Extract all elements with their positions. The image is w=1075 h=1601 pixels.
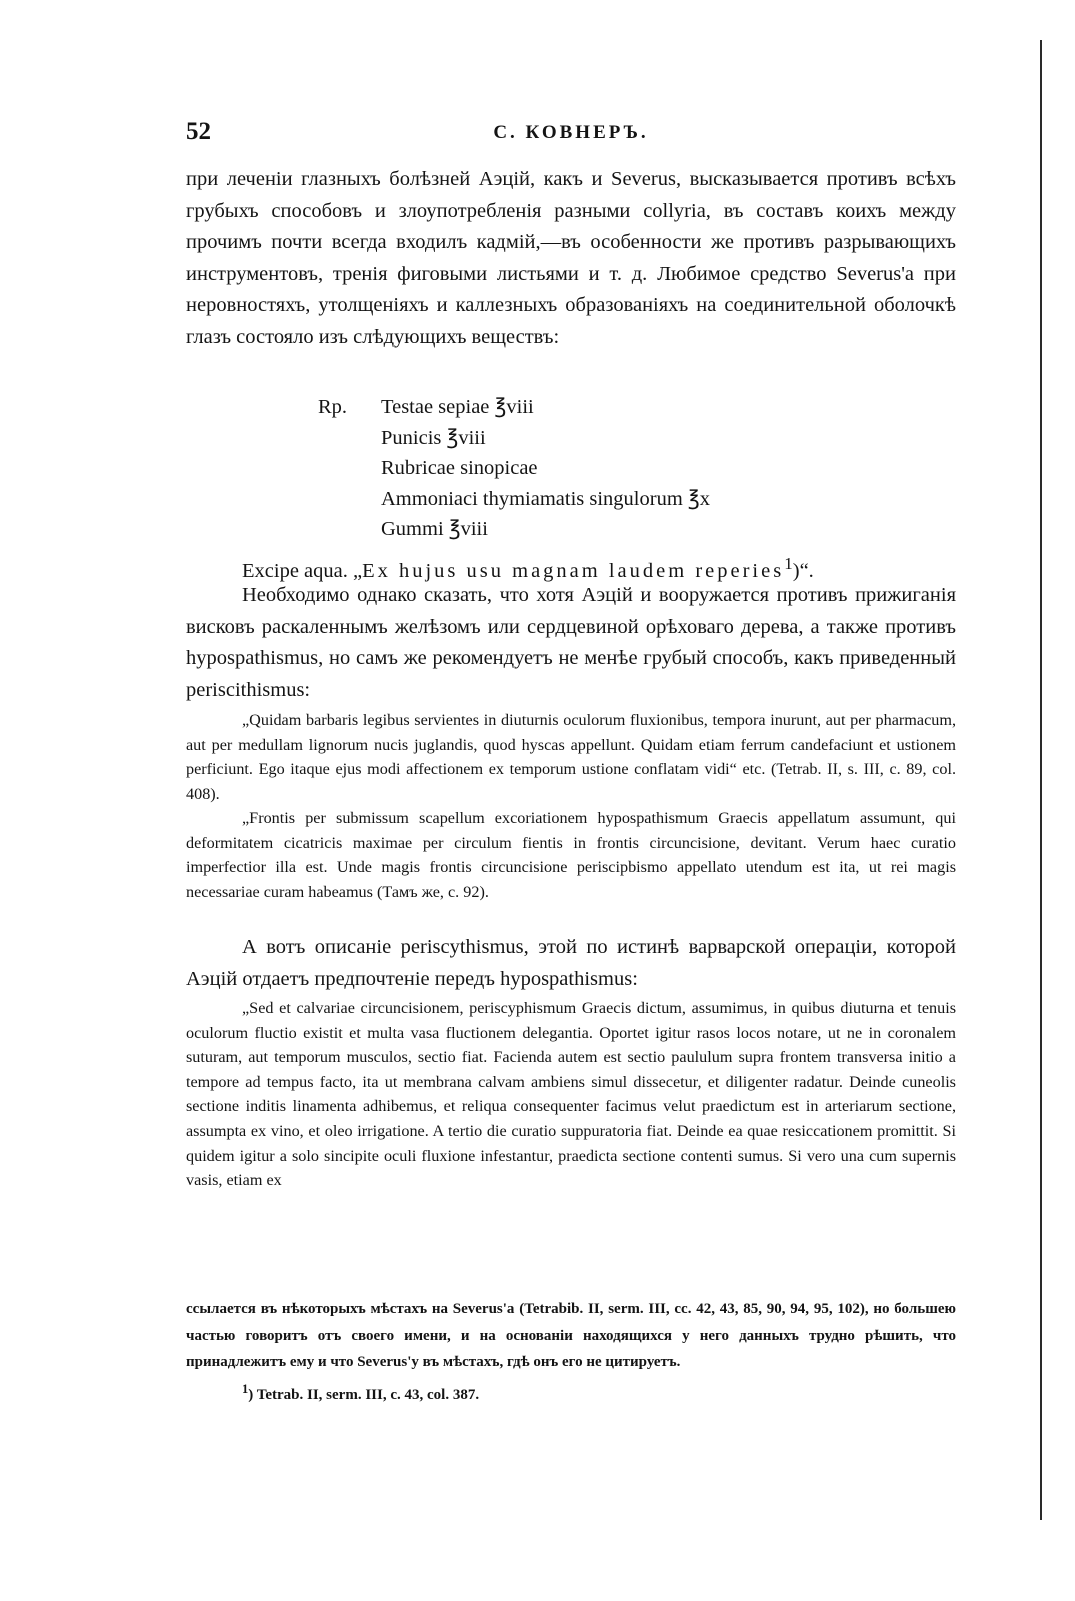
- excipe-spaced-quote: Ex hujus usu magnam laudem reperies: [362, 559, 785, 582]
- paragraph-1-block: [186, 164, 956, 353]
- footnote-ref: 1: [784, 554, 793, 573]
- prescription-line: Testae sepiae ℥viii: [381, 396, 534, 418]
- page-header: [186, 118, 956, 148]
- prescription-line: Gummi ℥viii: [381, 518, 488, 540]
- prescription-line: Ammoniaci thymiamatis singulorum ℥x: [381, 487, 710, 510]
- prescription-label: Rp.: [318, 396, 348, 418]
- prescription-line: Punicis ℥viii: [381, 426, 486, 449]
- paragraph-3: А вотъ описаніе periscythismus, этой по истинѣ варварской операціи, которой Аэцій отдаетъ предпочтеніе передъ hypospathismus:: [186, 936, 956, 990]
- footnotes: [186, 1296, 956, 1408]
- excipe-prefix: Excipe aqua. „: [242, 559, 363, 582]
- excipe-suffix: )“.: [792, 559, 814, 582]
- paragraph-3-block: [186, 932, 956, 995]
- quote-1: „Quidam barbaris legibus servientes in diuturnis oculorum fluxionibus, tempora inurunt, aut per pharmacum, aut per medullam lignorum nucis juglandis, quod hyscas appellunt. Quidam etiam ferrum candefaciunt et ustionem perficiunt. Ego itaque ejus modi affectionem ex temporum ustione conflatam vidi“ etc. (Tetrab. II, s. III, c. 89, col. 408).: [186, 711, 956, 803]
- quote-3: „Sed et calvariae circuncisionem, periscyphismum Graecis dictum, assumimus, in quibus diuturna et tenuis oculorum fluctio existit et multa vasa fluctionem delegantia. Oportet igitur rasos locos notare, ut ne in coronalem suturam, aut temporum musculos, sectio fiat. Facienda autem est sectio paululum supra frontem transversa initio a tempore ad tempus facto, ita ut membrana calvam ambiens simul dissecetur, et diligenter radatur. Deinde cuneolis sectione inditis linamenta adhibemus, et reliqua consequenter facimus velut praedictum est in arteriarum sectione, assumpta ex vino, et oleo irrigatione. A tertio die curatio suppuratoria fiat. Deinde ea quae resiccationem promittit. Si quidem igitur a solo sincipite oculi fluxione infestantur, praedicta sectione contenti sumus. Si vero una cum supernis vasis, etiam ex: [186, 999, 956, 1190]
- quote-3-block: [186, 996, 956, 1193]
- prescription-line: Rubricae sinopicae: [381, 457, 538, 479]
- paragraph-2: Необходимо однако сказать, что хотя Аэцій и вооружается противъ прижиганія висковъ раскаленнымъ желѣзомъ или сердцевиной орѣховаго дерева, а также противъ hypospathismus, но самъ же рекомендуетъ не менѣе грубый способъ, какъ приведенный periscithismus:: [186, 584, 956, 701]
- footnote-continuation: ссылается въ нѣкоторыхъ мѣстахъ на Severus'а (Tetrabib. II, serm. III, cc. 42, 43, 85, 90, 94, 95, 102), но большею частью говоритъ отъ своего имени, и на основаніи находящихся у него данныхъ трудно рѣшить, что принадлежитъ ему и что Severus'у въ мѣстахъ, гдѣ онъ его не цитируетъ.: [186, 1301, 956, 1370]
- prescription-lines: [381, 392, 901, 545]
- paragraph-2-block: [186, 580, 956, 706]
- page-edge-line: [1040, 40, 1042, 1520]
- quote-1-block: [186, 708, 956, 806]
- quote-2-block: [186, 806, 956, 904]
- quote-2: „Frontis per submissum scapellum excoriationem hypospathismum Graecis appellatum assumunt, qui deformitatem cicatricis maximae per circulum fientis in frontis circuncisione, devitant. Verum haec curatio imperfectior illa est. Unde magis frontis circuncisione periscipbismo appellato utendum est ita, ut rei magis necessariae curam habeamus (Тамъ же, с. 92).: [186, 809, 956, 901]
- footnote-1-text: ) Tetrab. II, serm. III, c. 43, col. 387.: [248, 1386, 480, 1403]
- running-head: С. КОВНЕРЪ.: [493, 122, 649, 143]
- page-number: 52: [186, 118, 211, 145]
- footnote-mark: 1: [242, 1381, 249, 1396]
- paragraph-1: при леченіи глазныхъ болѣзней Аэцій, какъ и Severus, высказывается противъ всѣхъ грубыхъ способовъ и злоупотребленія разными collyria, въ составъ коихъ между прочимъ почти всегда входилъ кадмій,—въ особенности же противъ разрывающихъ инструментовъ, тренія фиговыми листьями и т. д. Любимое средство Severus'а при неровностяхъ, утолщеніяхъ и каллезныхъ образованіяхъ на соединительной оболочкѣ глазъ состояло изъ слѣдующихъ веществъ:: [186, 168, 956, 348]
- footnote-1: [186, 1376, 956, 1409]
